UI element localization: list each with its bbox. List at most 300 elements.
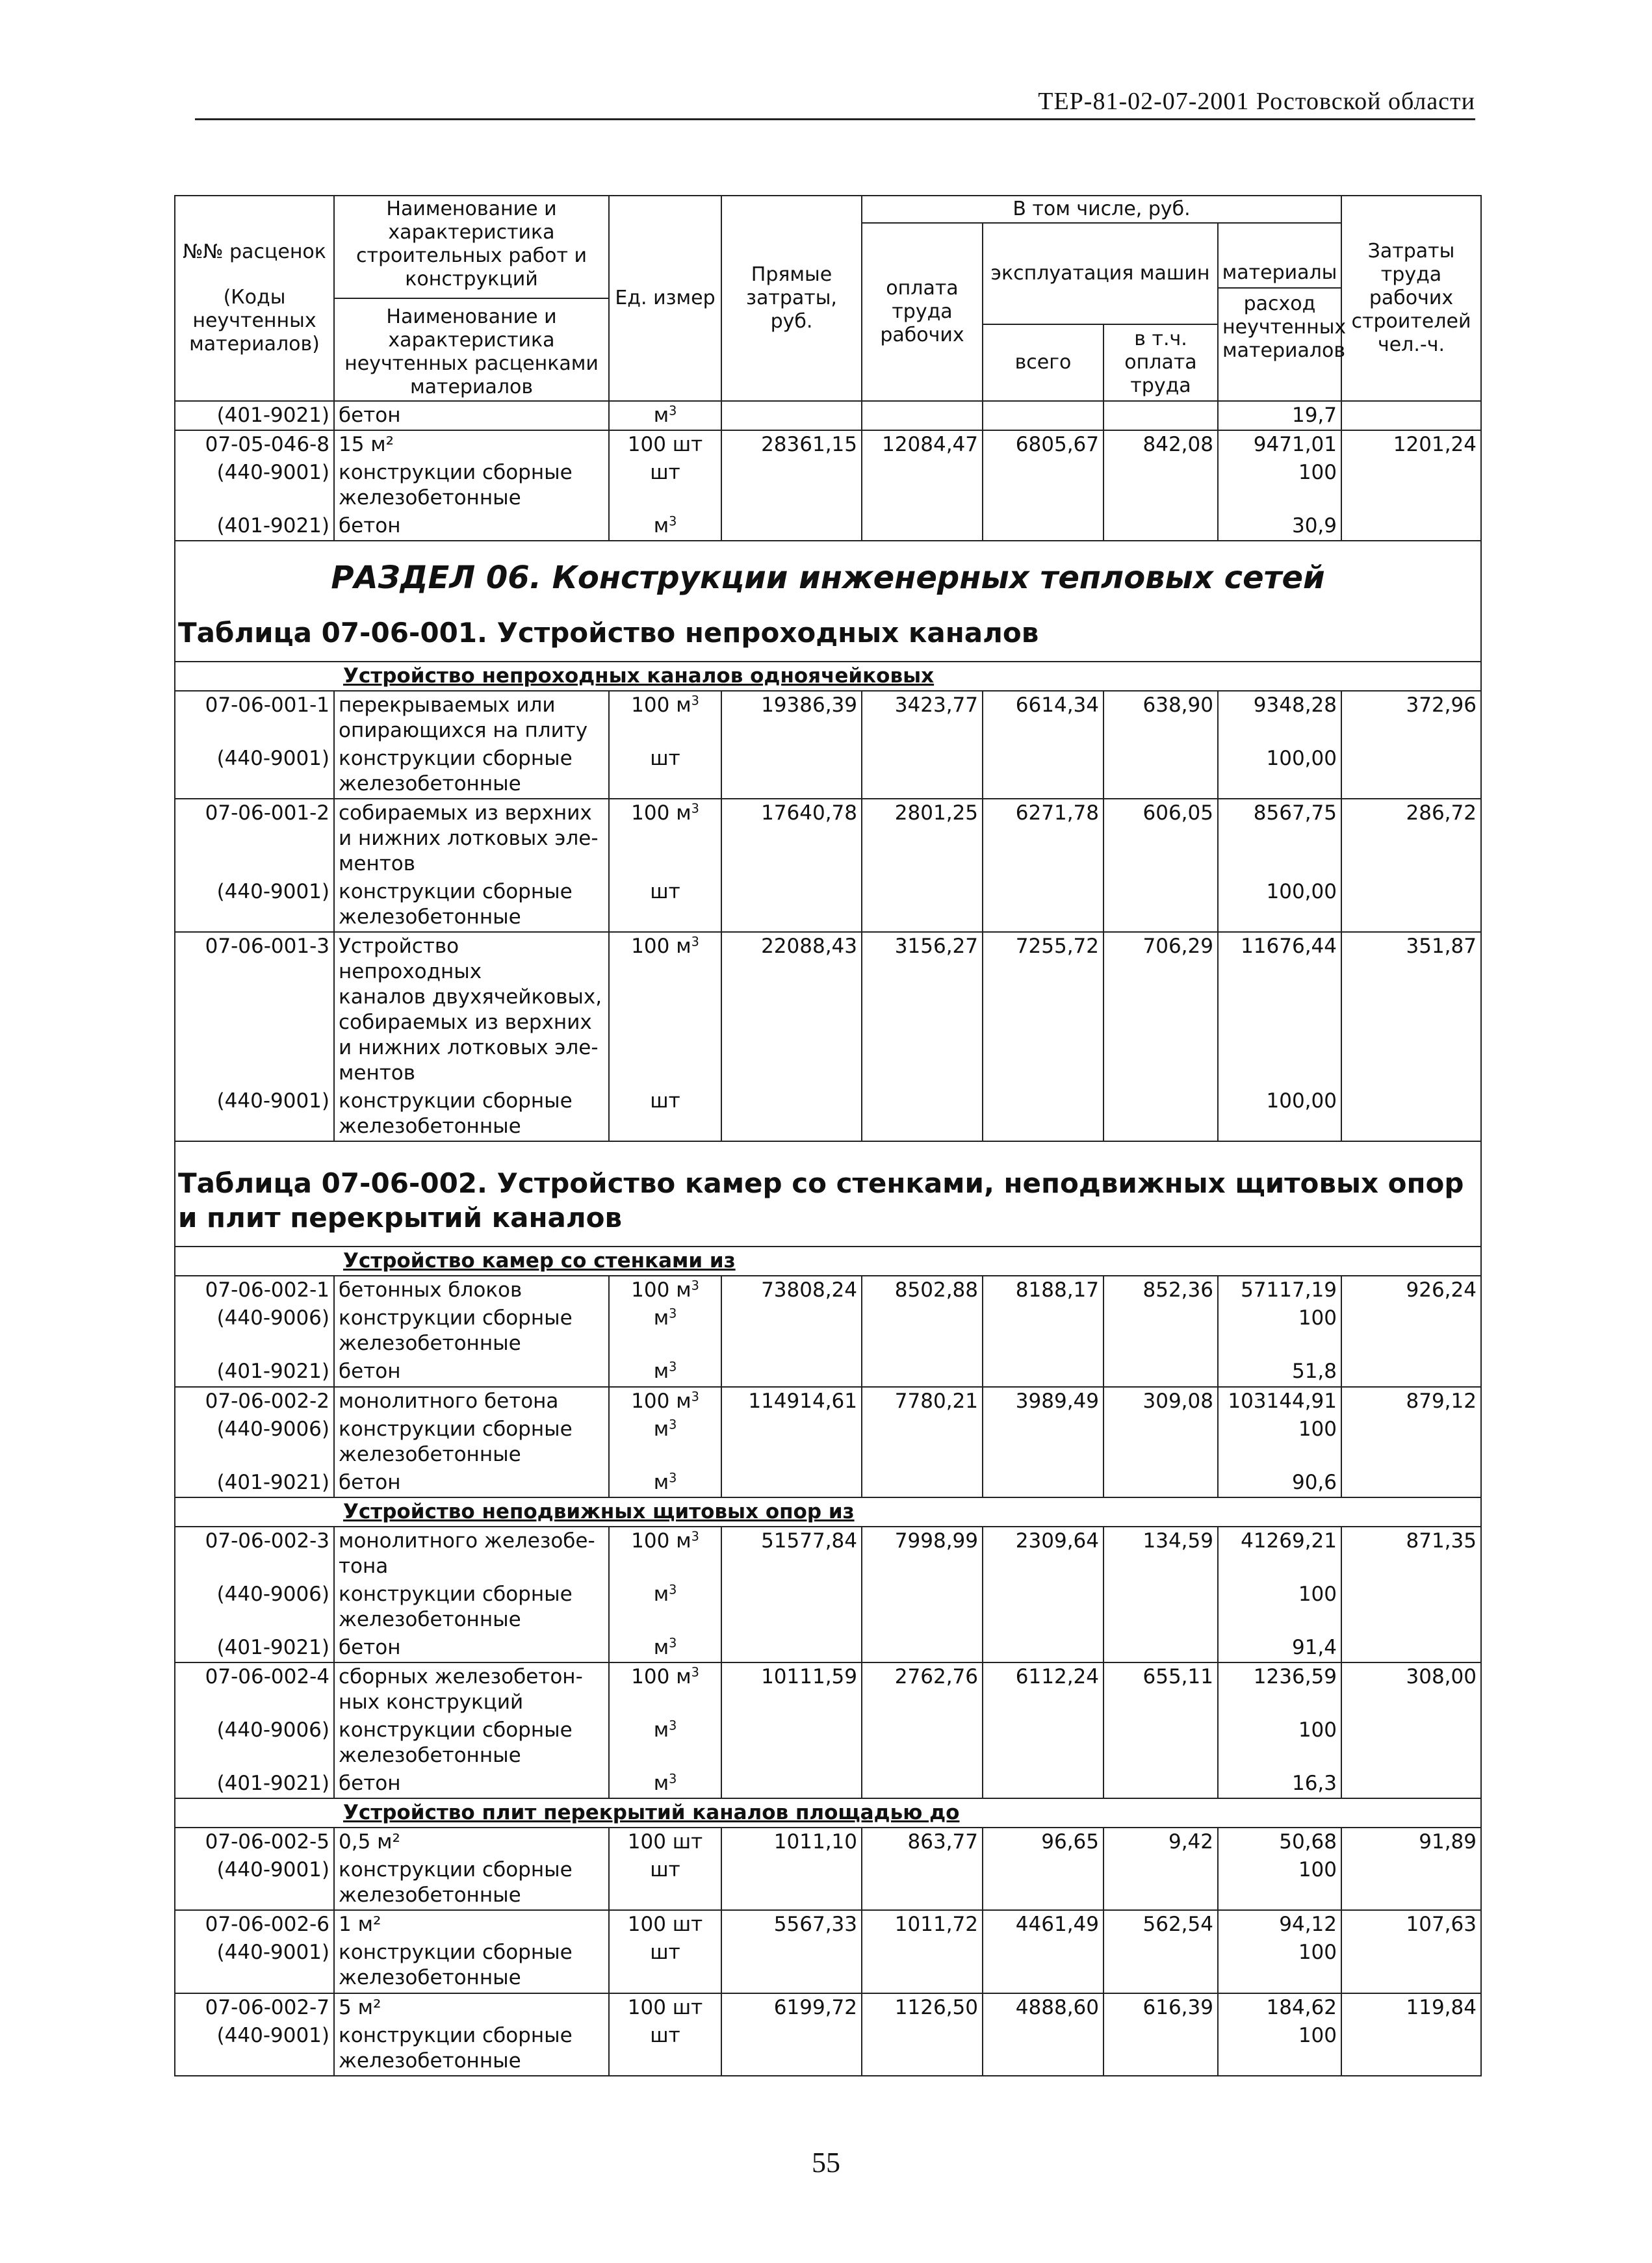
unit-cell	[609, 1770, 721, 1798]
rate-code-value: (440-9006)	[216, 1582, 329, 1606]
machines-total-cell	[983, 1716, 1103, 1770]
unit-cell	[609, 1087, 721, 1141]
machines-labor-value: 309,08	[1142, 1389, 1213, 1413]
machines-labor-value: 562,54	[1142, 1913, 1213, 1937]
subheading-cell	[175, 1798, 1481, 1828]
machines-total-cell	[983, 799, 1103, 878]
materials-value: 8567,75	[1253, 801, 1337, 825]
materials-value: 16,3	[1291, 1772, 1337, 1796]
labor-pay-value: 7780,21	[894, 1389, 978, 1413]
col-name-bottom: Наименование и характеристика неучтенных расценками материалов	[344, 305, 599, 398]
unit-superscript: 3	[669, 1470, 677, 1486]
machines-labor-value: 706,29	[1142, 935, 1213, 959]
machines-labor-cell	[1103, 459, 1218, 512]
work-name-cell	[334, 1993, 609, 2022]
work-name-cell	[334, 1087, 609, 1141]
labor-pay-cell	[862, 512, 983, 541]
labor-pay-cell	[862, 745, 983, 799]
subheading-row	[175, 1497, 1481, 1527]
labor-pay-value: 1126,50	[894, 1995, 978, 2019]
materials-value: 100	[1298, 2023, 1337, 2047]
work-name-value: конструкции сборные железобетонные	[339, 1306, 573, 1356]
direct-cost-value: 10111,59	[761, 1664, 857, 1688]
materials-cell	[1218, 1939, 1341, 1993]
table-row	[175, 878, 1481, 932]
machines-total-cell	[983, 1939, 1103, 1993]
machines-labor-cell	[1103, 932, 1218, 1087]
unit-superscript: 3	[691, 1529, 699, 1544]
materials-value: 41269,21	[1241, 1529, 1337, 1553]
table-row	[175, 1770, 1481, 1798]
subheading-text: Устройство плит перекрытий каналов площадью до	[343, 1801, 960, 1825]
labor-cost-value: 351,87	[1406, 935, 1477, 959]
unit-value: м	[653, 1718, 669, 1742]
rate-code-cell	[175, 691, 334, 745]
labor-pay-cell	[862, 1087, 983, 1141]
direct-cost-cell	[721, 932, 862, 1087]
direct-cost-value: 6199,72	[773, 1995, 857, 2019]
work-name-value: конструкции сборные железобетонные	[339, 1941, 573, 1990]
labor-pay-value: 1011,72	[894, 1913, 978, 1937]
materials-cell	[1218, 799, 1341, 878]
labor-pay-value: 12084,47	[882, 433, 978, 457]
machines-total-value: 7255,72	[1015, 935, 1099, 959]
labor-pay-value: 8502,88	[894, 1278, 978, 1302]
labor-cost-cell	[1341, 1581, 1481, 1634]
direct-cost-cell	[721, 459, 862, 512]
materials-cell	[1218, 745, 1341, 799]
materials-cell	[1218, 1527, 1341, 1581]
machines-labor-value: 842,08	[1142, 433, 1213, 457]
unit-cell	[609, 799, 721, 878]
unit-superscript: 3	[691, 1664, 699, 1680]
rate-code-value: (401-9021)	[216, 1470, 329, 1494]
unit-value: 100 м	[631, 1278, 691, 1302]
direct-cost-value: 28361,15	[761, 433, 857, 457]
col-incl-header: В том числе, руб.	[862, 196, 1341, 223]
rate-code-value: 07-06-001-2	[205, 801, 329, 825]
work-name-value: конструкции сборные железобетонные	[339, 1417, 573, 1466]
materials-value: 30,9	[1291, 514, 1337, 538]
unit-cell	[609, 1276, 721, 1304]
rate-code-cell	[175, 1276, 334, 1304]
direct-cost-value: 19386,39	[761, 693, 857, 717]
work-name-cell	[334, 1416, 609, 1469]
unit-value: 100 шт	[627, 433, 703, 457]
rate-code-cell	[175, 1662, 334, 1716]
direct-cost-value: 51577,84	[761, 1529, 857, 1553]
machines-labor-value: 638,90	[1142, 693, 1213, 717]
work-name-value: собираемых из верхних и нижних лотковых эле- ментов	[339, 801, 599, 875]
unit-superscript: 3	[691, 801, 699, 816]
work-name-value: конструкции сборные железобетонные	[339, 1858, 573, 1907]
work-name-value: конструкции сборные железобетонные	[339, 1718, 573, 1768]
col-pay-header: оплата труда рабочих	[862, 223, 983, 401]
machines-total-cell	[983, 1581, 1103, 1634]
machines-labor-cell	[1103, 1387, 1218, 1416]
subheading-cell	[175, 1497, 1481, 1527]
materials-value: 9348,28	[1253, 693, 1337, 717]
machines-total-value: 4888,60	[1015, 1995, 1099, 2019]
materials-cell	[1218, 1469, 1341, 1497]
labor-pay-cell	[862, 1581, 983, 1634]
machines-labor-cell	[1103, 1087, 1218, 1141]
labor-pay-cell	[862, 1358, 983, 1386]
labor-pay-cell	[862, 1527, 983, 1581]
unit-superscript: 3	[691, 934, 699, 950]
unit-cell	[609, 691, 721, 745]
machines-total-cell	[983, 1910, 1103, 1939]
work-name-cell	[334, 1304, 609, 1358]
machines-total-cell	[983, 1634, 1103, 1662]
labor-pay-cell	[862, 799, 983, 878]
machines-total-cell	[983, 878, 1103, 932]
work-name-value: бетон	[339, 1772, 401, 1796]
rate-code-cell	[175, 1416, 334, 1469]
unit-cell	[609, 1828, 721, 1856]
labor-cost-cell	[1341, 1634, 1481, 1662]
unit-superscript: 3	[669, 403, 677, 419]
direct-cost-cell	[721, 691, 862, 745]
table-row	[175, 1416, 1481, 1469]
machines-total-value: 6271,78	[1015, 801, 1099, 825]
unit-value: 100 м	[631, 935, 691, 959]
col-code-bottom: (Коды неучтенных материалов)	[189, 286, 320, 356]
unit-cell	[609, 1634, 721, 1662]
machines-labor-cell	[1103, 1716, 1218, 1770]
materials-value: 94,12	[1279, 1913, 1337, 1937]
work-name-value: бетонных блоков	[339, 1278, 523, 1302]
labor-cost-value: 926,24	[1406, 1278, 1477, 1302]
labor-pay-cell	[862, 1662, 983, 1716]
direct-cost-value: 73808,24	[761, 1278, 857, 1302]
unit-value: шт	[650, 1941, 680, 1965]
labor-cost-value: 91,89	[1419, 1830, 1477, 1854]
machines-total-cell	[983, 1770, 1103, 1798]
rate-code-cell	[175, 1828, 334, 1856]
machines-labor-cell	[1103, 1276, 1218, 1304]
rate-code-cell	[175, 1527, 334, 1581]
unit-value: м	[653, 1306, 669, 1330]
materials-cell	[1218, 1770, 1341, 1798]
materials-value: 100	[1298, 1858, 1337, 1882]
unit-cell	[609, 1387, 721, 1416]
unit-value: шт	[650, 2023, 680, 2047]
subheading-text: Устройство камер со стенками из	[343, 1249, 736, 1273]
materials-cell	[1218, 430, 1341, 459]
unit-superscript: 3	[669, 1582, 677, 1597]
unit-value: м	[653, 1470, 669, 1494]
direct-cost-cell	[721, 1416, 862, 1469]
unit-value: шт	[650, 1858, 680, 1882]
work-name-cell	[334, 1662, 609, 1716]
machines-total-cell	[983, 1387, 1103, 1416]
table-row	[175, 1856, 1481, 1910]
direct-cost-cell	[721, 1087, 862, 1141]
unit-superscript: 3	[669, 1635, 677, 1651]
work-name-value: бетон	[339, 1360, 401, 1384]
work-name-cell	[334, 2022, 609, 2076]
subheading-row	[175, 1798, 1481, 1828]
labor-cost-value: 1201,24	[1393, 433, 1477, 457]
materials-cell	[1218, 1634, 1341, 1662]
document-code: ТЕР-81-02-07-2001 Ростовской области	[1038, 88, 1475, 115]
direct-cost-cell	[721, 1387, 862, 1416]
labor-pay-cell	[862, 1939, 983, 1993]
unit-superscript: 3	[669, 1359, 677, 1375]
section-cell	[175, 1141, 1481, 1247]
unit-cell	[609, 1993, 721, 2022]
labor-pay-cell	[862, 1634, 983, 1662]
work-name-value: монолитного бетона	[339, 1389, 559, 1413]
unit-value: шт	[650, 1089, 680, 1113]
work-name-cell	[334, 512, 609, 541]
rate-code-value: 07-06-002-1	[205, 1278, 329, 1302]
rate-code-value: (440-9001)	[216, 1858, 329, 1882]
machines-labor-cell	[1103, 745, 1218, 799]
direct-cost-cell	[721, 401, 862, 430]
work-name-value: 0,5 м²	[339, 1830, 400, 1854]
section-row	[175, 1141, 1481, 1247]
machines-total-cell	[983, 1828, 1103, 1856]
table-row	[175, 745, 1481, 799]
materials-cell	[1218, 1716, 1341, 1770]
unit-value: м	[653, 1635, 669, 1659]
materials-value: 90,6	[1291, 1470, 1337, 1494]
labor-cost-value: 372,96	[1406, 693, 1477, 717]
machines-total-value: 8188,17	[1015, 1278, 1099, 1302]
unit-cell	[609, 1469, 721, 1497]
labor-cost-cell	[1341, 459, 1481, 512]
rate-code-value: 07-06-002-5	[205, 1830, 329, 1854]
rate-code-cell	[175, 932, 334, 1087]
direct-cost-cell	[721, 799, 862, 878]
direct-cost-cell	[721, 1527, 862, 1581]
table-row	[175, 1634, 1481, 1662]
machines-labor-value: 616,39	[1142, 1995, 1213, 2019]
labor-pay-cell	[862, 1828, 983, 1856]
direct-cost-cell	[721, 1828, 862, 1856]
unit-cell	[609, 459, 721, 512]
unit-value: 100 шт	[627, 1830, 703, 1854]
machines-total-cell	[983, 1087, 1103, 1141]
table-row	[175, 430, 1481, 459]
unit-value: 100 м	[631, 1529, 691, 1553]
machines-total-cell	[983, 459, 1103, 512]
work-name-value: сборных железобетон- ных конструкций	[339, 1664, 583, 1714]
machines-total-value: 6112,24	[1015, 1664, 1099, 1688]
labor-pay-cell	[862, 932, 983, 1087]
materials-value: 50,68	[1279, 1830, 1337, 1854]
rate-code-cell	[175, 2022, 334, 2076]
direct-cost-cell	[721, 1358, 862, 1386]
machines-labor-value: 9,42	[1168, 1830, 1213, 1854]
machines-labor-cell	[1103, 1581, 1218, 1634]
unit-cell	[609, 401, 721, 430]
materials-value: 1236,59	[1253, 1664, 1337, 1688]
rate-code-cell	[175, 1358, 334, 1386]
labor-cost-cell	[1341, 512, 1481, 541]
unit-value: 100 шт	[627, 1995, 703, 2019]
materials-cell	[1218, 1304, 1341, 1358]
work-name-cell	[334, 745, 609, 799]
work-name-cell	[334, 1770, 609, 1798]
col-materials-top: материалы	[1219, 261, 1341, 289]
work-name-value: конструкции сборные железобетонные	[339, 1089, 573, 1139]
rate-code-value: 07-06-002-7	[205, 1995, 329, 2019]
unit-superscript: 3	[669, 513, 677, 529]
labor-pay-cell	[862, 2022, 983, 2076]
machines-labor-cell	[1103, 878, 1218, 932]
labor-pay-cell	[862, 878, 983, 932]
rate-code-value: (440-9001)	[216, 879, 329, 903]
rate-code-value: (440-9006)	[216, 1718, 329, 1742]
direct-cost-cell	[721, 878, 862, 932]
table-row	[175, 2022, 1481, 2076]
materials-value: 100	[1298, 1582, 1337, 1606]
subheading-cell	[175, 1247, 1481, 1276]
direct-cost-cell	[721, 1581, 862, 1634]
unit-superscript: 3	[669, 1306, 677, 1321]
col-materials-bottom: расход неучтенных материалов	[1222, 292, 1347, 362]
table-row	[175, 1527, 1481, 1581]
rate-code-cell	[175, 1581, 334, 1634]
col-direct-header: Прямые затраты, руб.	[721, 196, 862, 401]
materials-value: 100	[1298, 1306, 1337, 1330]
machines-labor-cell	[1103, 1910, 1218, 1939]
labor-cost-cell	[1341, 932, 1481, 1087]
table-row	[175, 1358, 1481, 1386]
machines-total-cell	[983, 932, 1103, 1087]
rate-code-value: (440-9001)	[216, 746, 329, 770]
col-machines-header: эксплуатация машин	[983, 223, 1218, 324]
work-name-value: 15 м²	[339, 433, 394, 457]
rate-code-cell	[175, 430, 334, 459]
unit-value: м	[653, 1360, 669, 1384]
direct-cost-cell	[721, 1993, 862, 2022]
unit-value: м	[653, 514, 669, 538]
labor-pay-cell	[862, 1387, 983, 1416]
direct-cost-cell	[721, 1469, 862, 1497]
work-name-value: монолитного железобе- тона	[339, 1529, 595, 1578]
machines-labor-cell	[1103, 1662, 1218, 1716]
labor-pay-cell	[862, 1910, 983, 1939]
subheading-row	[175, 662, 1481, 691]
direct-cost-value: 114914,61	[748, 1389, 857, 1413]
work-name-cell	[334, 401, 609, 430]
labor-pay-value: 2762,76	[894, 1664, 978, 1688]
labor-cost-cell	[1341, 1910, 1481, 1939]
unit-superscript: 3	[691, 693, 699, 708]
rate-code-value: (401-9021)	[216, 1635, 329, 1659]
direct-cost-cell	[721, 1939, 862, 1993]
machines-total-value: 3989,49	[1015, 1389, 1099, 1413]
table-row	[175, 799, 1481, 878]
work-name-cell	[334, 932, 609, 1087]
table-row	[175, 1304, 1481, 1358]
machines-total-cell	[983, 1856, 1103, 1910]
direct-cost-cell	[721, 2022, 862, 2076]
direct-cost-cell	[721, 1304, 862, 1358]
unit-value: 100 м	[631, 693, 691, 717]
unit-cell	[609, 1939, 721, 1993]
table-row	[175, 401, 1481, 430]
rate-code-cell	[175, 1087, 334, 1141]
labor-pay-value: 863,77	[907, 1830, 978, 1854]
rate-code-value: (401-9021)	[216, 1772, 329, 1796]
table-row	[175, 1716, 1481, 1770]
rate-code-cell	[175, 1910, 334, 1939]
unit-cell	[609, 1581, 721, 1634]
machines-labor-cell	[1103, 691, 1218, 745]
rate-code-value: 07-06-002-2	[205, 1389, 329, 1413]
unit-value: шт	[650, 746, 680, 770]
section-row	[175, 541, 1481, 661]
work-name-cell	[334, 1939, 609, 1993]
work-name-cell	[334, 1581, 609, 1634]
work-name-value: конструкции сборные железобетонные	[339, 2023, 573, 2073]
machines-labor-cell	[1103, 1527, 1218, 1581]
work-name-value: конструкции сборные железобетонные	[339, 461, 573, 510]
labor-pay-cell	[862, 1716, 983, 1770]
unit-superscript: 3	[669, 1416, 677, 1432]
machines-total-cell	[983, 691, 1103, 745]
rate-code-value: (440-9001)	[216, 1941, 329, 1965]
unit-value: 100 м	[631, 1389, 691, 1413]
direct-cost-cell	[721, 1276, 862, 1304]
table-row	[175, 1662, 1481, 1716]
direct-cost-value: 1011,10	[773, 1830, 857, 1854]
labor-cost-cell	[1341, 1416, 1481, 1469]
machines-labor-cell	[1103, 401, 1218, 430]
materials-cell	[1218, 932, 1341, 1087]
materials-cell	[1218, 1416, 1341, 1469]
materials-value: 100,00	[1266, 746, 1337, 770]
col-code-top: №№ расценок	[183, 240, 326, 263]
materials-cell	[1218, 459, 1341, 512]
work-name-value: бетон	[339, 1470, 401, 1494]
labor-cost-cell	[1341, 1276, 1481, 1304]
rate-code-cell	[175, 1304, 334, 1358]
labor-pay-cell	[862, 1770, 983, 1798]
machines-labor-cell	[1103, 1469, 1218, 1497]
unit-cell	[609, 1358, 721, 1386]
table-row	[175, 459, 1481, 512]
rate-code-cell	[175, 512, 334, 541]
unit-superscript: 3	[669, 1771, 677, 1787]
unit-cell	[609, 745, 721, 799]
labor-cost-cell	[1341, 1087, 1481, 1141]
work-name-cell	[334, 1828, 609, 1856]
unit-cell	[609, 1662, 721, 1716]
materials-value: 184,62	[1266, 1995, 1337, 2019]
table-header	[175, 196, 1481, 401]
materials-value: 100	[1298, 1941, 1337, 1965]
direct-cost-cell	[721, 1856, 862, 1910]
direct-cost-cell	[721, 1662, 862, 1716]
work-name-cell	[334, 459, 609, 512]
labor-pay-cell	[862, 401, 983, 430]
direct-cost-value: 22088,43	[761, 935, 857, 959]
unit-value: шт	[650, 879, 680, 903]
rate-table	[174, 195, 1482, 2076]
rate-code-cell	[175, 1634, 334, 1662]
machines-total-cell	[983, 1993, 1103, 2022]
machines-labor-cell	[1103, 1634, 1218, 1662]
unit-superscript: 3	[691, 1388, 699, 1404]
labor-cost-cell	[1341, 1939, 1481, 1993]
materials-cell	[1218, 1087, 1341, 1141]
